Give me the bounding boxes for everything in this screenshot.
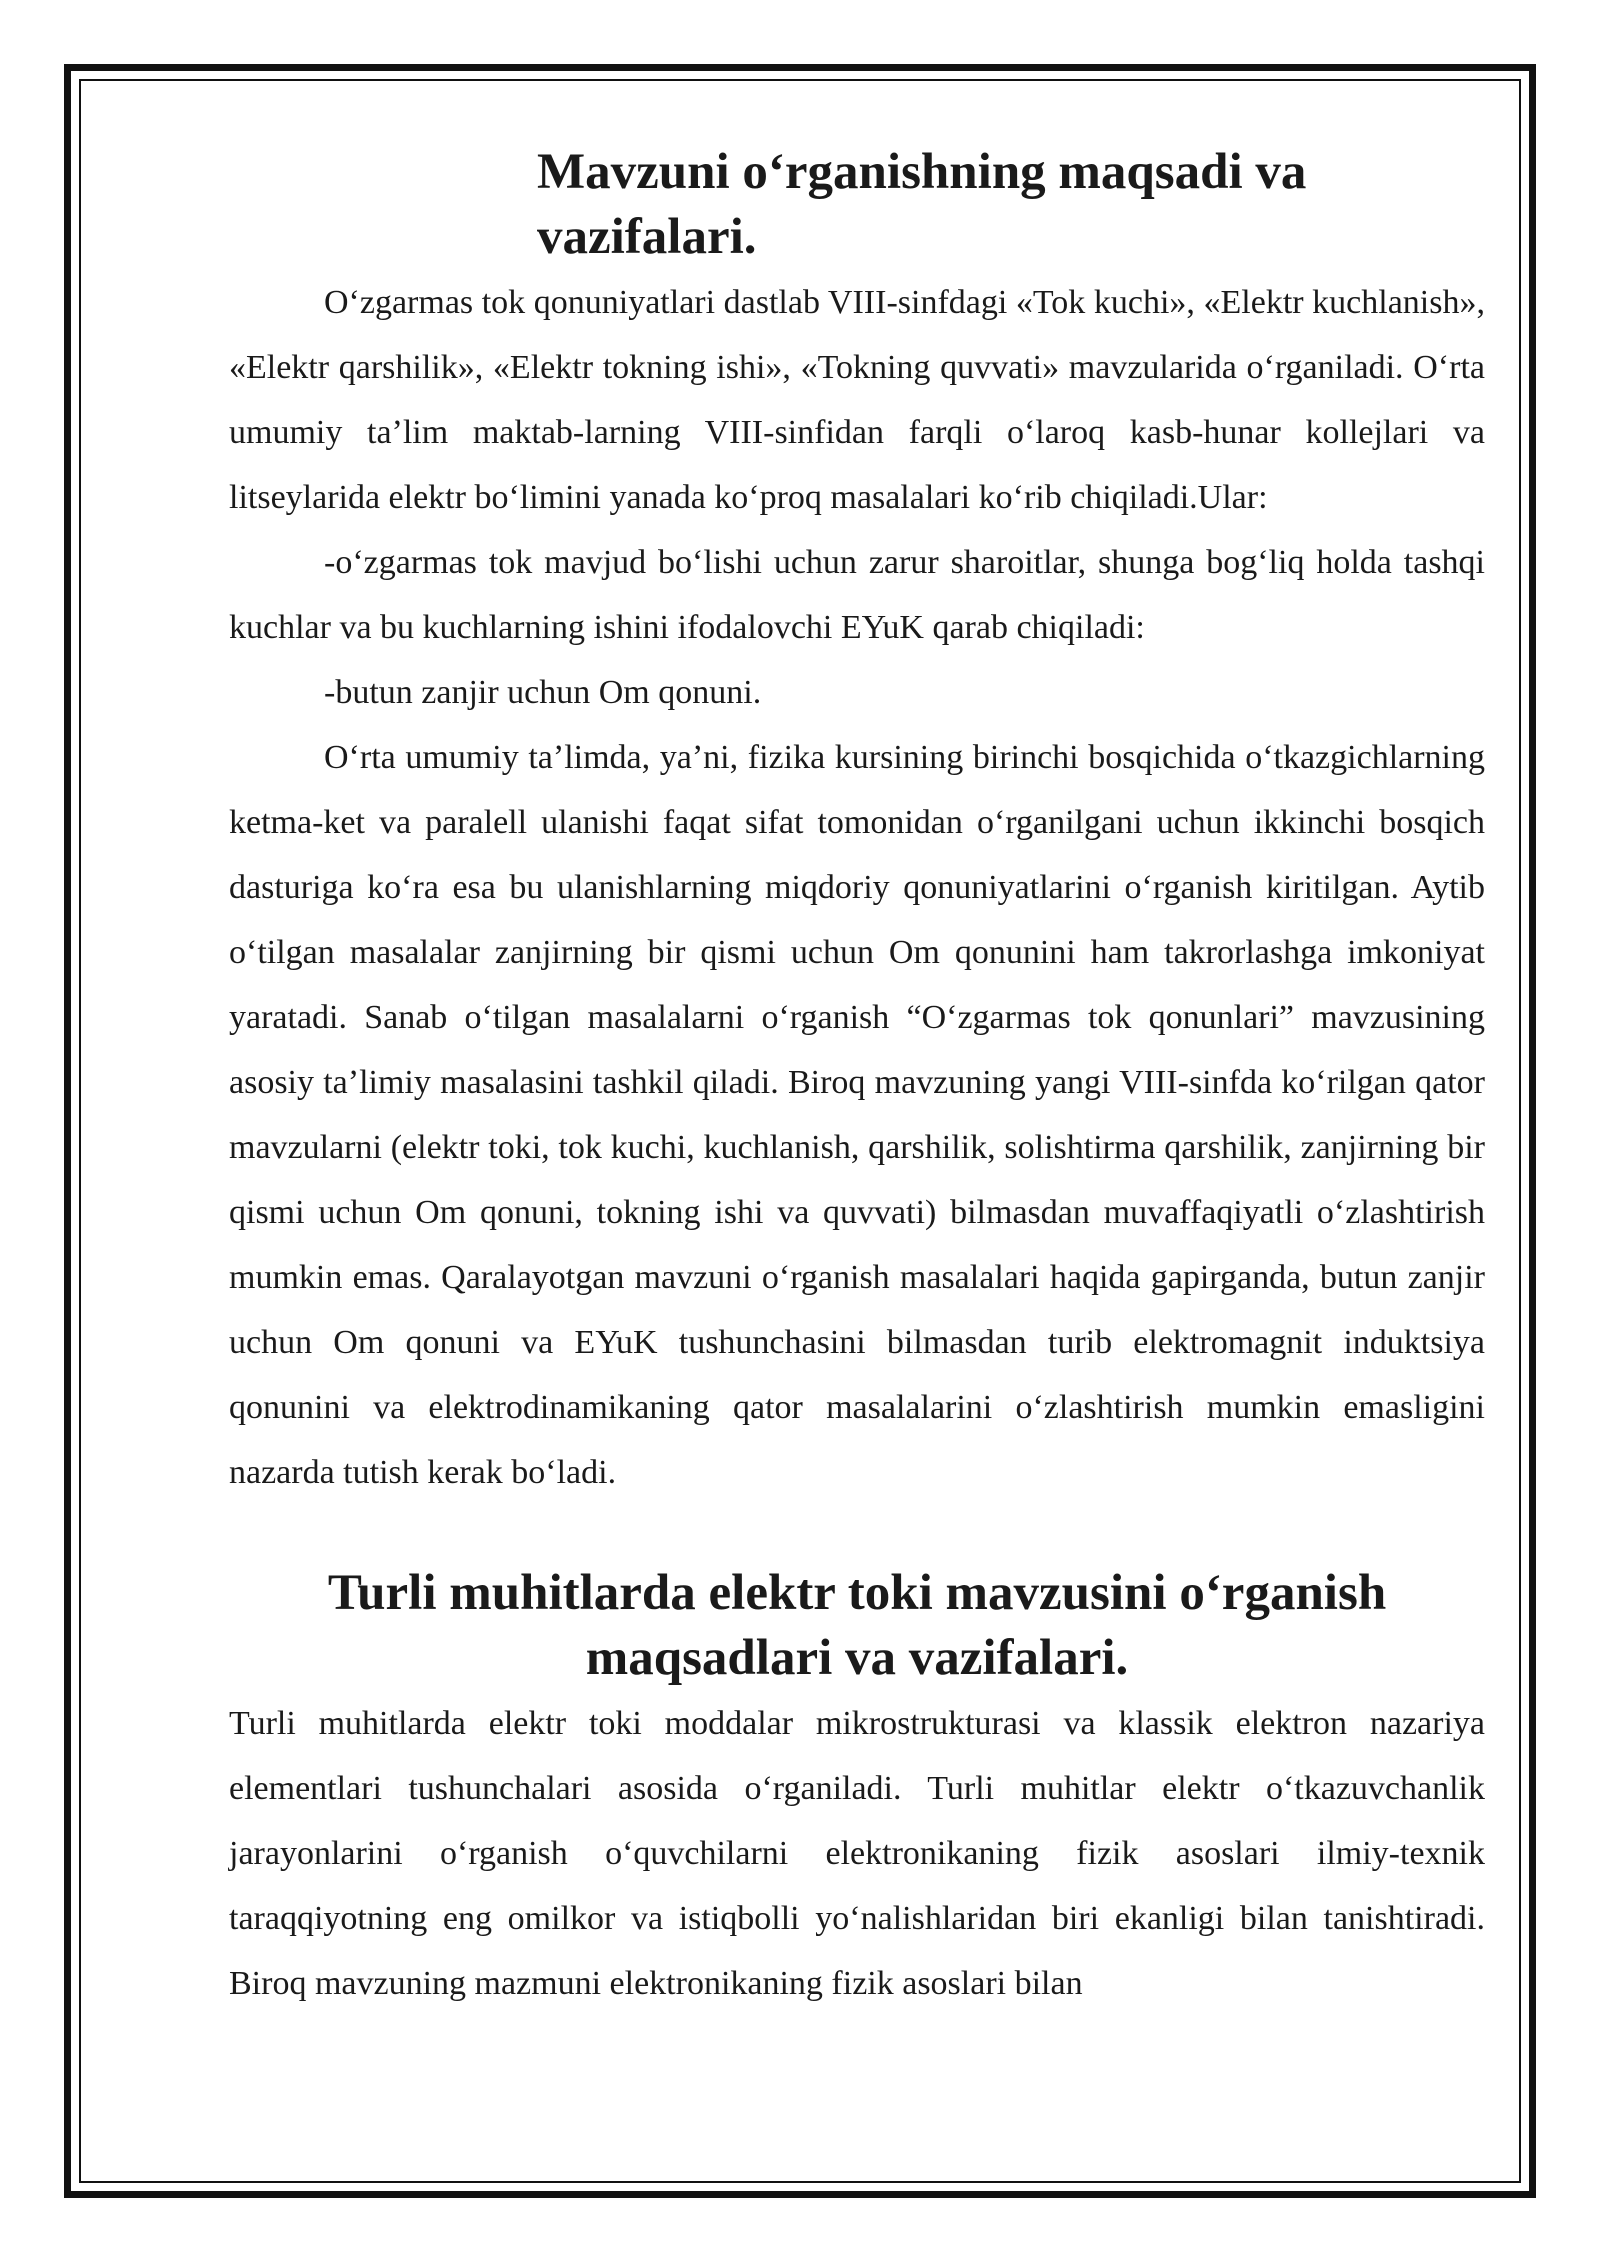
paragraph: -oʻzgarmas tok mavjud boʻlishi uchun zarur sharoitlar, shunga bogʻliq holda tashqi kuchlar va bu kuchlarning ishini ifodalovchi EYuK qarab chiqiladi:: [229, 544, 1485, 646]
paragraph: Turli muhitlarda elektr toki moddalar mikrostrukturasi va klassik elektron nazariya elementlari tushunchalari asosida oʻrganiladi. Turli muhitlar elektr oʻtkazuvchanlik jarayonlarini oʻrganish oʻquvchilarni elektronikaning fizik asoslari ilmiy-texnik taraqqiyotning eng omilkor va istiqbolli yoʻnalishlaridan biri ekanligi bilan tanishtiradi. Biroq mavzuning mazmuni elektronikaning fizik asoslari bilan: [229, 1705, 1485, 2002]
paragraph: -butun zanjir uchun Om qonuni.: [324, 674, 762, 711]
section-heading-media: Turli muhitlarda elektr toki mavzusini oʻrganish maqsadlari va vazifalari.: [327, 1565, 1387, 1686]
paragraph: Oʻzgarmas tok qonuniyatlari dastlab VIII-sinfdagi «Tok kuchi», «Elektr kuchlanish», «Elektr qarshilik», «Elektr tokning ishi», «Tokning quvvati» mavzularida oʻrganiladi. Oʻrta umumiy taʼlim maktab-larning VIII-sinfidan farqli oʻlaroq kasb-hunar kollejlari va litseylarida elektr boʻlimini yanada koʻproq masalalari koʻrib chiqiladi.Ular:: [229, 284, 1485, 516]
document-body: [229, 140, 1485, 2016]
paragraph: Oʻrta umumiy taʼlimda, yaʼni, fizika kursining birinchi bosqichida oʻtkazgichlarning ketma-ket va paralell ulanishi faqat sifat tomonidan oʻrganilgani uchun ikkinchi bosqich dasturiga koʻra esa bu ulanishlarning miqdoriy qonuniyatlarini oʻrganish kiritilgan. Aytib oʻtilgan masalalar zanjirning bir qismi uchun Om qonunini ham takrorlashga imkoniyat yaratadi. Sanab oʻtilgan masalalarni oʻrganish “Oʻzgarmas tok qonunlari” mavzusining asosiy taʼlimiy masalasini tashkil qiladi. Biroq mavzuning yangi VIII-sinfda koʻrilgan qator mavzularni (elektr toki, tok kuchi, kuchlanish, qarshilik, solishtirma qarshilik, zanjirning bir qismi uchun Om qonuni, tokning ishi va quvvati) bilmasdan muvaffaqiyatli oʻzlashtirish mumkin emas. Qaralayotgan mavzuni oʻrganish masalalari haqida gapirganda, butun zanjir uchun Om qonuni va EYuK tushunchasini bilmasdan turib elektromagnit induktsiya qonunini va elektrodinamikaning qator masalalarini oʻzlashtirish mumkin emasligini nazarda tutish kerak boʻladi.: [229, 739, 1485, 1491]
section-heading-goals: Mavzuni oʻrganishning maqsadi va vazifalari.: [537, 144, 1307, 265]
